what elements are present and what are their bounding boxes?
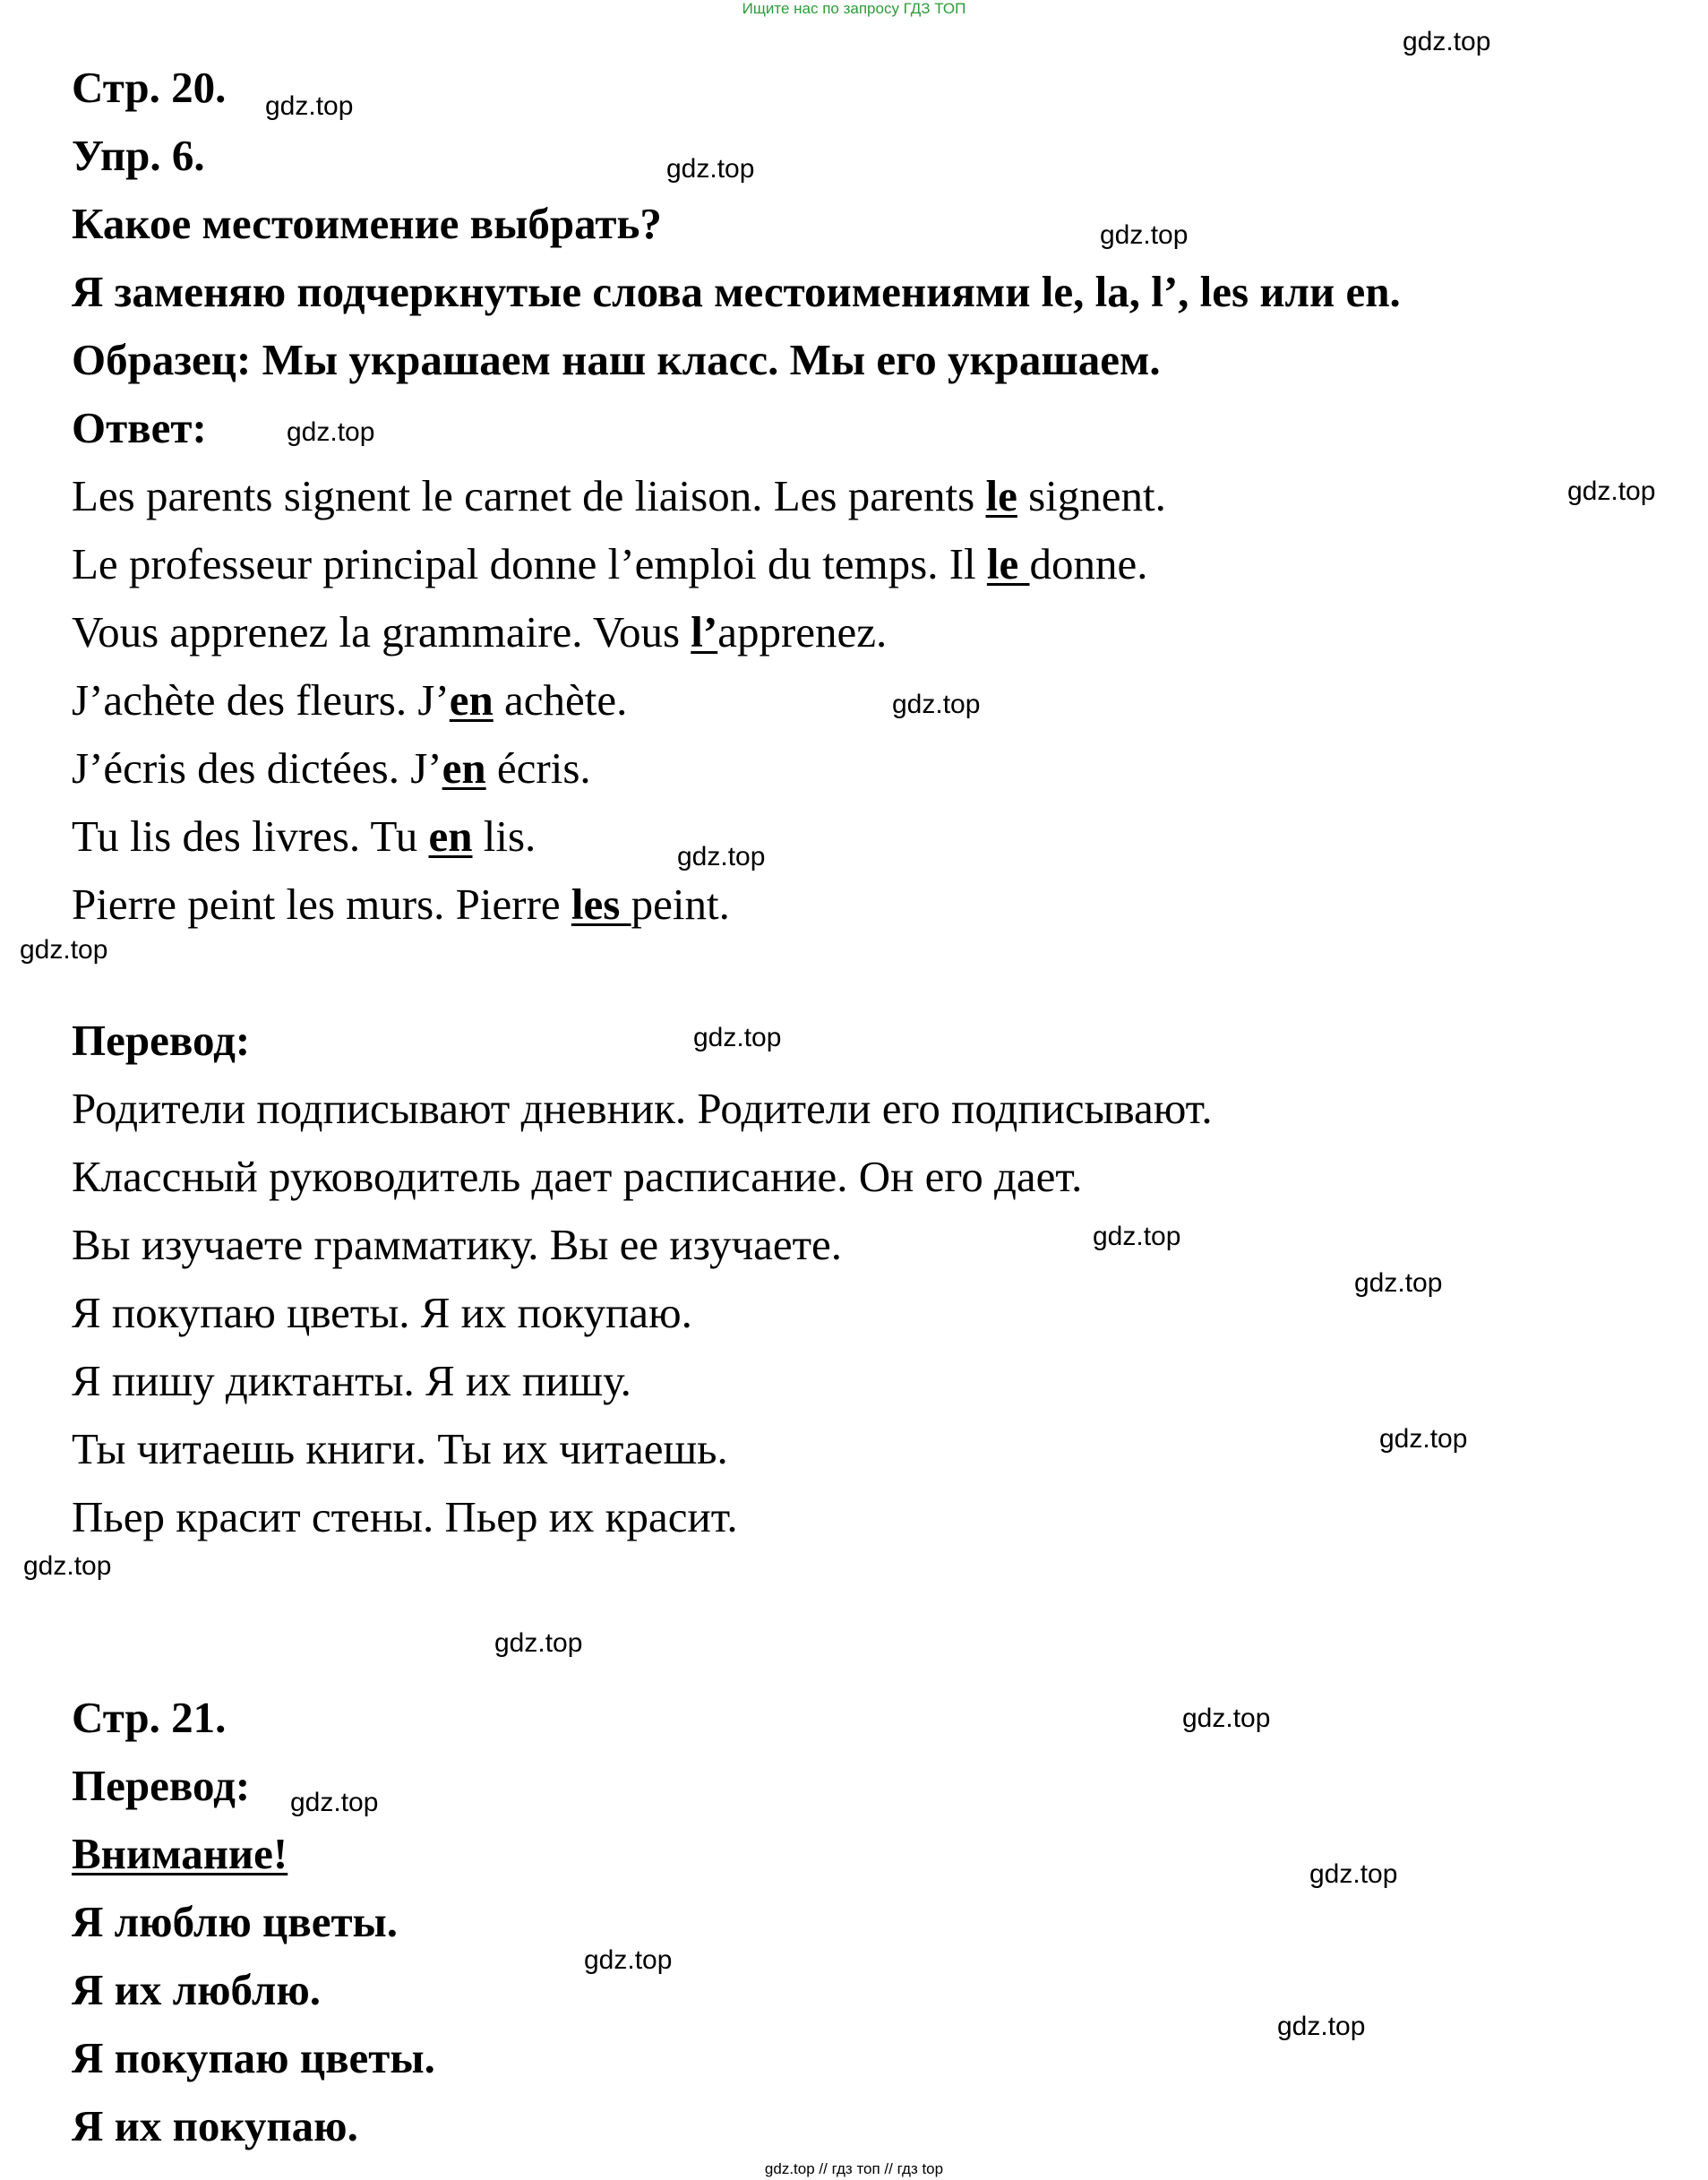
translation-line: Я покупаю цветы. Я их покупаю. — [72, 1288, 692, 1337]
answer-pronoun: les — [571, 880, 631, 929]
translation-line: Я пишу диктанты. Я их пишу. — [72, 1356, 631, 1405]
top-banner: Ищите нас по запросу ГДЗ ТОП — [742, 0, 966, 17]
watermark: gdz.top — [1093, 1222, 1181, 1251]
watermark: gdz.top — [265, 91, 354, 121]
translation-line-21: Я их покупаю. — [72, 2101, 358, 2150]
watermark: gdz.top — [666, 154, 755, 184]
watermark: gdz.top — [1567, 476, 1656, 506]
watermark: gdz.top — [1403, 27, 1491, 56]
answer-line: J’achète des fleurs. J’en achète. — [72, 675, 628, 725]
watermark: gdz.top — [287, 417, 375, 447]
translation-line-21: Я люблю цветы. — [72, 1897, 399, 1946]
answer-line: Pierre peint les murs. Pierre les peint. — [72, 880, 730, 929]
watermark: gdz.top — [693, 1023, 782, 1052]
page-heading-20: Стр. 20. — [72, 63, 227, 112]
answer-label: Ответ: — [72, 403, 207, 452]
watermark: gdz.top — [20, 935, 108, 965]
translation-line: Вы изучаете грамматику. Вы ее изучаете. — [72, 1220, 843, 1269]
instruction-text: Я заменяю подчеркнутые слова местоимениями le, la, l’, les или en. — [72, 267, 1401, 316]
watermark: gdz.top — [1100, 220, 1189, 250]
answer-line: Vous apprenez la grammaire. Vous l’apprenez. — [72, 607, 888, 657]
answer-pronoun: le — [986, 539, 1030, 588]
watermark: gdz.top — [1277, 2012, 1366, 2041]
answer-pronoun: en — [449, 675, 494, 725]
watermark: gdz.top — [892, 690, 981, 719]
answer-line: J’écris des dictées. J’en écris. — [72, 743, 591, 793]
answer-line: Les parents signent le carnet de liaison. Les parents le signent. — [72, 471, 1166, 520]
translation-line: Пьер красит стены. Пьер их красит. — [72, 1492, 738, 1541]
answer-line: Tu lis des livres. Tu en lis. — [72, 811, 536, 861]
translation-line: Родители подписывают дневник. Родители его подписывают. — [72, 1084, 1213, 1133]
translation-label: Перевод: — [72, 1016, 251, 1065]
answer-line: Le professeur principal donne l’emploi du temps. Il le donne. — [72, 539, 1148, 588]
translation-line-21: Я их люблю. — [72, 1965, 322, 2014]
example-text: Образец: Мы украшаем наш класс. Мы его украшаем. — [72, 335, 1161, 384]
watermark: gdz.top — [677, 842, 766, 871]
watermark: gdz.top — [23, 1551, 112, 1581]
translation-line: Ты читаешь книги. Ты их читаешь. — [72, 1424, 728, 1473]
translation-label-21: Перевод: — [72, 1761, 251, 1810]
watermark: gdz.top — [290, 1788, 379, 1817]
exercise-number: Упр. 6. — [72, 131, 205, 180]
watermark: gdz.top — [1354, 1268, 1443, 1298]
translation-line-21: Я покупаю цветы. — [72, 2033, 435, 2082]
answer-pronoun: en — [428, 811, 473, 861]
page-heading-21: Стр. 21. — [72, 1693, 227, 1742]
watermark: gdz.top — [494, 1628, 583, 1658]
answer-pronoun: le — [985, 471, 1017, 520]
answer-pronoun: l’ — [691, 607, 718, 657]
question-heading: Какое местоимение выбрать? — [72, 199, 662, 248]
attention-label: Внимание! — [72, 1829, 288, 1878]
bottom-banner: gdz.top // гдз топ // гдз top — [764, 2160, 944, 2177]
translation-line: Классный руководитель дает расписание. Он его дает. — [72, 1152, 1083, 1201]
answer-pronoun: en — [442, 743, 486, 793]
watermark: gdz.top — [1309, 1859, 1398, 1889]
watermark: gdz.top — [1182, 1704, 1271, 1733]
watermark: gdz.top — [584, 1945, 673, 1975]
watermark: gdz.top — [1379, 1424, 1468, 1454]
